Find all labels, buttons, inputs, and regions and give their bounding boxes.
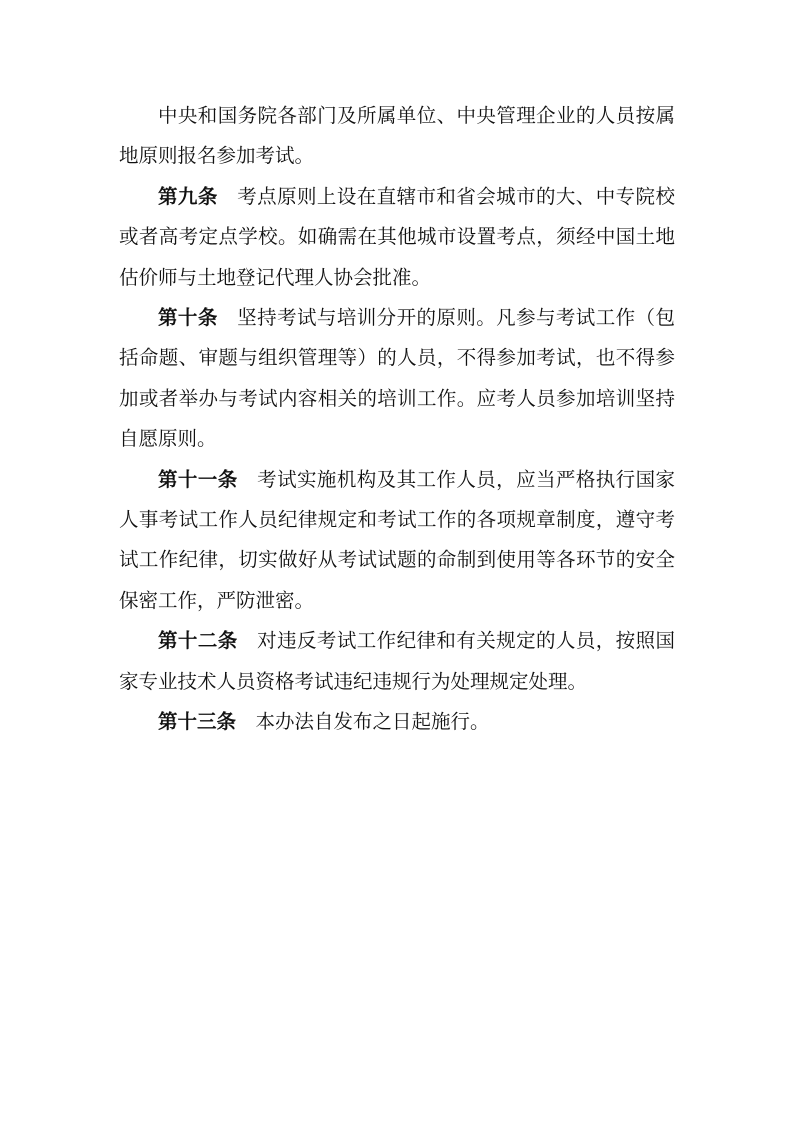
article-number: 第十二条	[158, 629, 238, 653]
article-9	[119, 177, 675, 298]
article-text: 考点原则上设在直辖市和省会城市的大、中专院校或者高考定点学校。如确需在其他城市设置考点，须经中国土地估价师与土地登记代理人协会批准。	[119, 184, 675, 289]
article-number: 第九条	[158, 184, 218, 208]
article-number: 第十三条	[158, 710, 237, 734]
article-10	[119, 298, 675, 460]
article-11	[119, 460, 675, 622]
article-text: 坚持考试与培训分开的原则。凡参与考试工作（包括命题、审题与组织管理等）的人员，不得参加考试，也不得参加或者举办与考试内容相关的培训工作。应考人员参加培训坚持自愿原则。	[119, 306, 675, 451]
article-text: 对违反考试工作纪律和有关规定的人员，按照国家专业技术人员资格考试违纪违规行为处理规定处理。	[119, 629, 675, 693]
article-number: 第十条	[158, 306, 218, 330]
article-text: 本办法自发布之日起施行。	[255, 710, 490, 734]
paragraph-text: 中央和国务院各部门及所属单位、中央管理企业的人员按属地原则报名参加考试。	[119, 104, 675, 168]
article-text: 考试实施机构及其工作人员，应当严格执行国家人事考试工作人员纪律规定和考试工作的各项规章制度，遵守考试工作纪律，切实做好从考试试题的命制到使用等各环节的安全保密工作，严防泄密。	[119, 467, 675, 612]
document-body	[119, 96, 675, 743]
article-12	[119, 621, 675, 702]
article-13	[119, 702, 675, 742]
paragraph-continuation	[119, 96, 675, 177]
article-number: 第十一条	[158, 467, 238, 491]
